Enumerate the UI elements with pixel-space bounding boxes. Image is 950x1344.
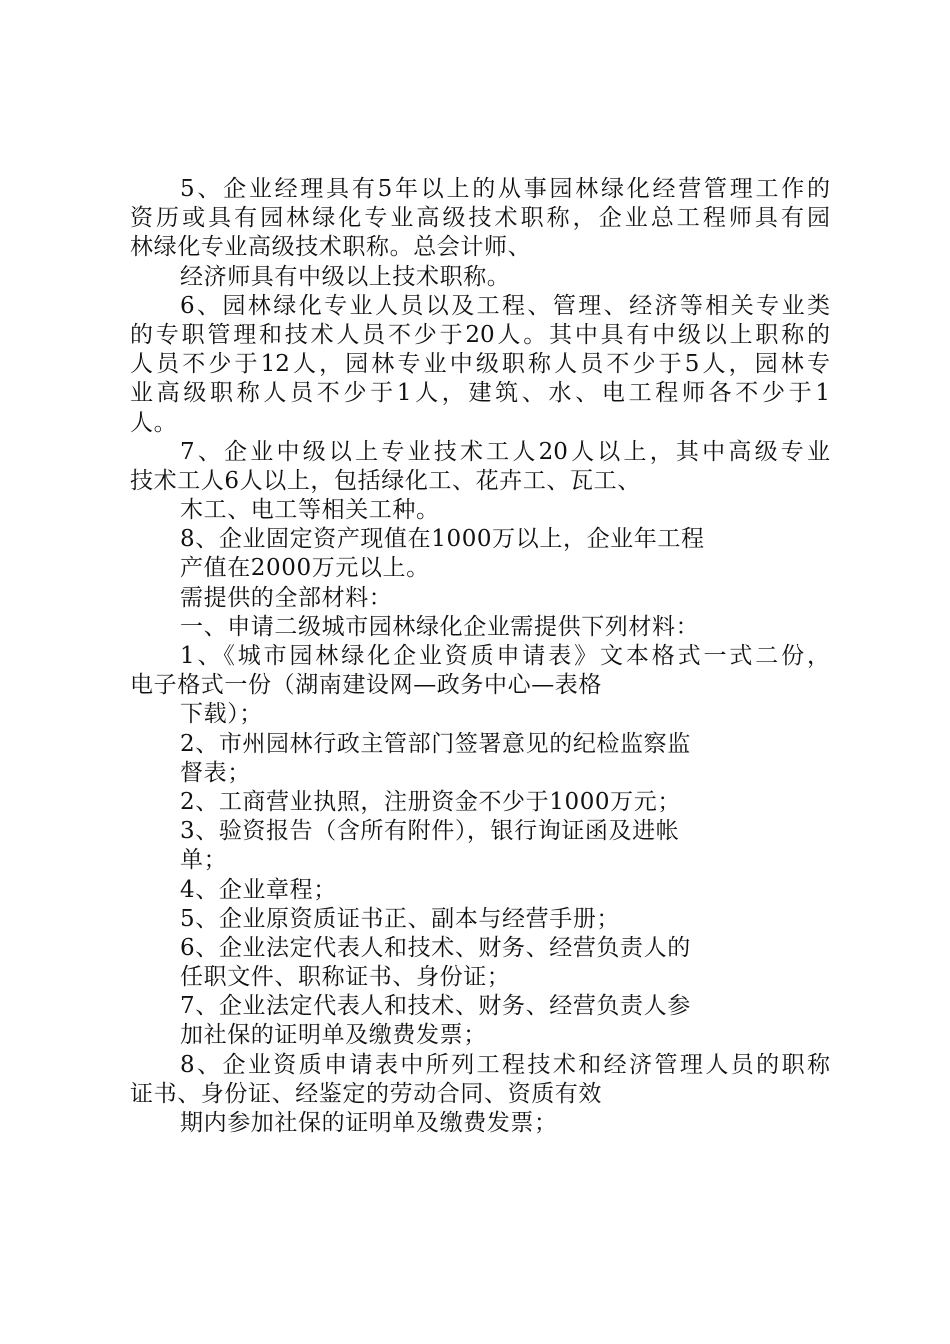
text-line: 2、工商营业执照，注册资金不少于1000万元； [180, 788, 681, 815]
text-line: 证书、身份证、经鉴定的劳动合同、资质有效 [130, 1080, 602, 1107]
text-line: 2、市州园林行政主管部门签署意见的纪检监察监 [180, 730, 691, 757]
text-line: 人。 [130, 409, 178, 436]
text-line: 电子格式一份（湖南建设网—政务中心—表格 [130, 672, 602, 699]
text-line: 一、申请二级城市园林绿化企业需提供下列材料： [180, 613, 700, 640]
text-line: 7、企业法定代表人和技术、财务、经营负责人参 [180, 993, 691, 1020]
text-line: 人员不少于12人，园林专业中级职称人员不少于5人，园林专 [130, 351, 830, 378]
text-line: 8、企业固定资产现值在1000万以上，企业年工程 [180, 526, 705, 553]
text-line: 需提供的全部材料： [180, 584, 393, 611]
text-line: 7、企业中级以上专业技术工人20人以上，其中高级专业 [180, 438, 830, 465]
text-line: 木工、电工等相关工种。 [180, 497, 440, 524]
document-body [130, 175, 830, 1138]
text-line: 1、《城市园林绿化企业资质申请表》文本格式一式二份， [180, 643, 830, 669]
text-line: 的专职管理和技术人员不少于20人。其中具有中级以上职称的 [130, 321, 830, 348]
text-line: 5、企业经理具有5年以上的从事园林绿化经营管理工作的 [180, 176, 830, 202]
text-line: 督表； [180, 759, 251, 786]
text-line: 林绿化专业高级技术职称。总会计师、 [130, 234, 532, 261]
text-line: 期内参加社保的证明单及缴费发票； [180, 1110, 558, 1136]
text-line: 业高级职称人员不少于1人，建筑、水、电工程师各不少于1 [130, 380, 830, 407]
text-line: 任职文件、职称证书、身份证； [180, 964, 511, 991]
text-line: 5、企业原资质证书正、副本与经营手册； [180, 905, 621, 932]
text-line: 产值在2000万元以上。 [180, 555, 430, 582]
text-line: 下载）； [180, 701, 263, 728]
text-line: 6、园林绿化专业人员以及工程、管理、经济等相关专业类 [180, 292, 830, 319]
text-line: 资历或具有园林绿化专业高级技术职称，企业总工程师具有园 [130, 205, 830, 232]
text-line: 6、企业法定代表人和技术、财务、经营负责人的 [180, 934, 691, 961]
text-line: 技术工人6人以上，包括绿化工、花卉工、瓦工、 [130, 467, 641, 494]
text-line: 加社保的证明单及缴费发票； [180, 1022, 487, 1049]
text-line: 3、验资报告（含所有附件），银行询证函及进帐 [180, 818, 680, 845]
text-line: 单； [180, 847, 228, 874]
text-line: 经济师具有中级以上技术职称。 [180, 263, 511, 290]
text-line: 8、企业资质申请表中所列工程技术和经济管理人员的职称 [180, 1051, 830, 1078]
text-line: 4、企业章程； [180, 876, 337, 903]
